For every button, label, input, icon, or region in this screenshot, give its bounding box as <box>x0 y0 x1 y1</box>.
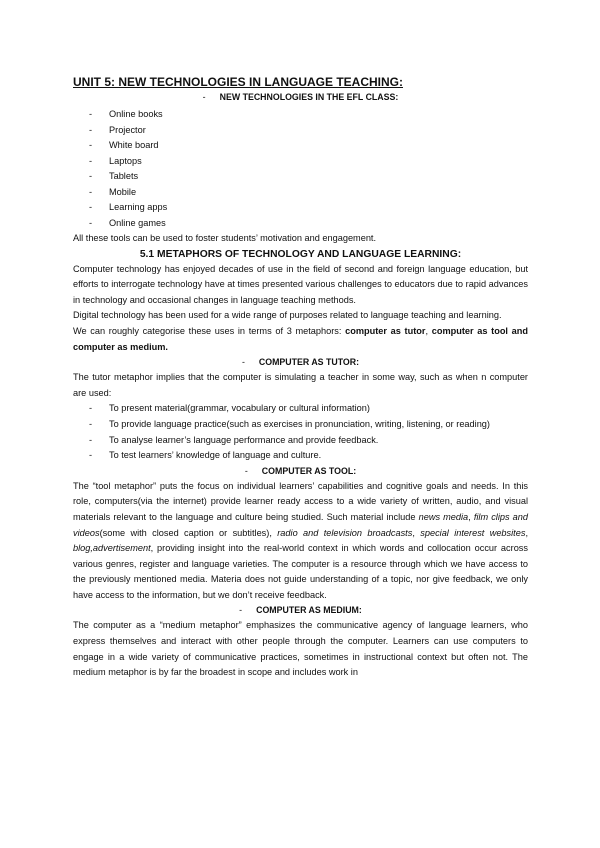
list-item: - To present material(grammar, vocabulary or cultural information) <box>73 401 528 417</box>
list-item: - Online books <box>73 107 528 123</box>
unit-title: UNIT 5: NEW TECHNOLOGIES IN LANGUAGE TEACHING: <box>73 75 403 89</box>
list-item: - To provide language practice(such as exercises in pronunciation, writing, listening, or reading) <box>73 417 528 433</box>
heading-computer-as-medium: - COMPUTER AS MEDIUM: <box>239 605 362 616</box>
intro-paragraph-3: We can roughly categorise these uses in terms of 3 metaphors: computer as tutor, computer as tool and computer as medium. <box>73 325 528 352</box>
list-item: - To analyse learner’s language performance and provide feedback. <box>73 433 528 449</box>
tools-list <box>73 107 528 231</box>
tools-summary: All these tools can be used to foster students’ motivation and engagement. <box>73 233 377 243</box>
section-title: 5.1 METAPHORS OF TECHNOLOGY AND LANGUAGE LEARNING: <box>139 248 462 260</box>
list-item: - White board <box>73 138 528 154</box>
intro-paragraph-2: Digital technology has been used for a wide range of purposes related to language teaching and learning. <box>73 310 502 321</box>
document-page <box>73 75 528 681</box>
list-item: - Online games <box>73 216 528 232</box>
list-item: - To test learners’ knowledge of language and culture. <box>73 448 528 464</box>
list-item: - Tablets <box>73 169 528 185</box>
tutor-uses-list <box>73 401 528 463</box>
list-item: - Mobile <box>73 185 528 201</box>
metaphor-tool-medium: computer as tool and computer as medium. <box>73 325 528 352</box>
list-item: - Projector <box>73 123 528 139</box>
list-item: - Laptops <box>73 154 528 170</box>
tutor-paragraph: The tutor metaphor implies that the computer is simulating a teacher in some way, such as when n computer are used: <box>73 372 528 398</box>
tool-paragraph: The “tool metaphor” puts the focus on individual learners’ capabilities and cognitive goals and needs. In this role, computers(via the internet) provide learner ready access to a wide variety of written, audio, and visual materials relevant to the language and culture being studied. Such material include news media, film clips and videos(some with closed caption or subtitles), radio and television broadcasts, special interest websites, blog,advertisement, providing insight into the real-world context in which words and collocation occur across various genres, register and language varieties. The computer is a resource through which we have access to the previously mentioned media. Materia does not guide understanding of a topic, nor give feedback, we only have access to the information, but we don’t receive feedback. <box>73 480 528 600</box>
heading-computer-as-tutor: - COMPUTER AS TUTOR: <box>241 357 360 368</box>
metaphor-tutor: computer as tutor <box>345 325 426 336</box>
list-item: - Learning apps <box>73 200 528 216</box>
medium-paragraph: The computer as a “medium metaphor” emphasizes the communicative agency of language learners, who express themselves and interact with other people through the computer. Learners can use computers to engage in a wide variety of communicative practices, sometimes in instructional context but often not. The medium metaphor is by far the broadest in scope and includes work in <box>73 620 528 678</box>
intro-paragraph-1: Computer technology has enjoyed decades of use in the field of second and foreign language education, but efforts to interrogate technology have at times presented various challenges to educators due to rapid advances in technology and occasional changes in language teaching methods. <box>73 263 528 305</box>
heading-new-technologies: - NEW TECHNOLOGIES IN THE EFL CLASS: <box>202 92 399 102</box>
heading-computer-as-tool: - COMPUTER AS TOOL: <box>244 465 357 476</box>
